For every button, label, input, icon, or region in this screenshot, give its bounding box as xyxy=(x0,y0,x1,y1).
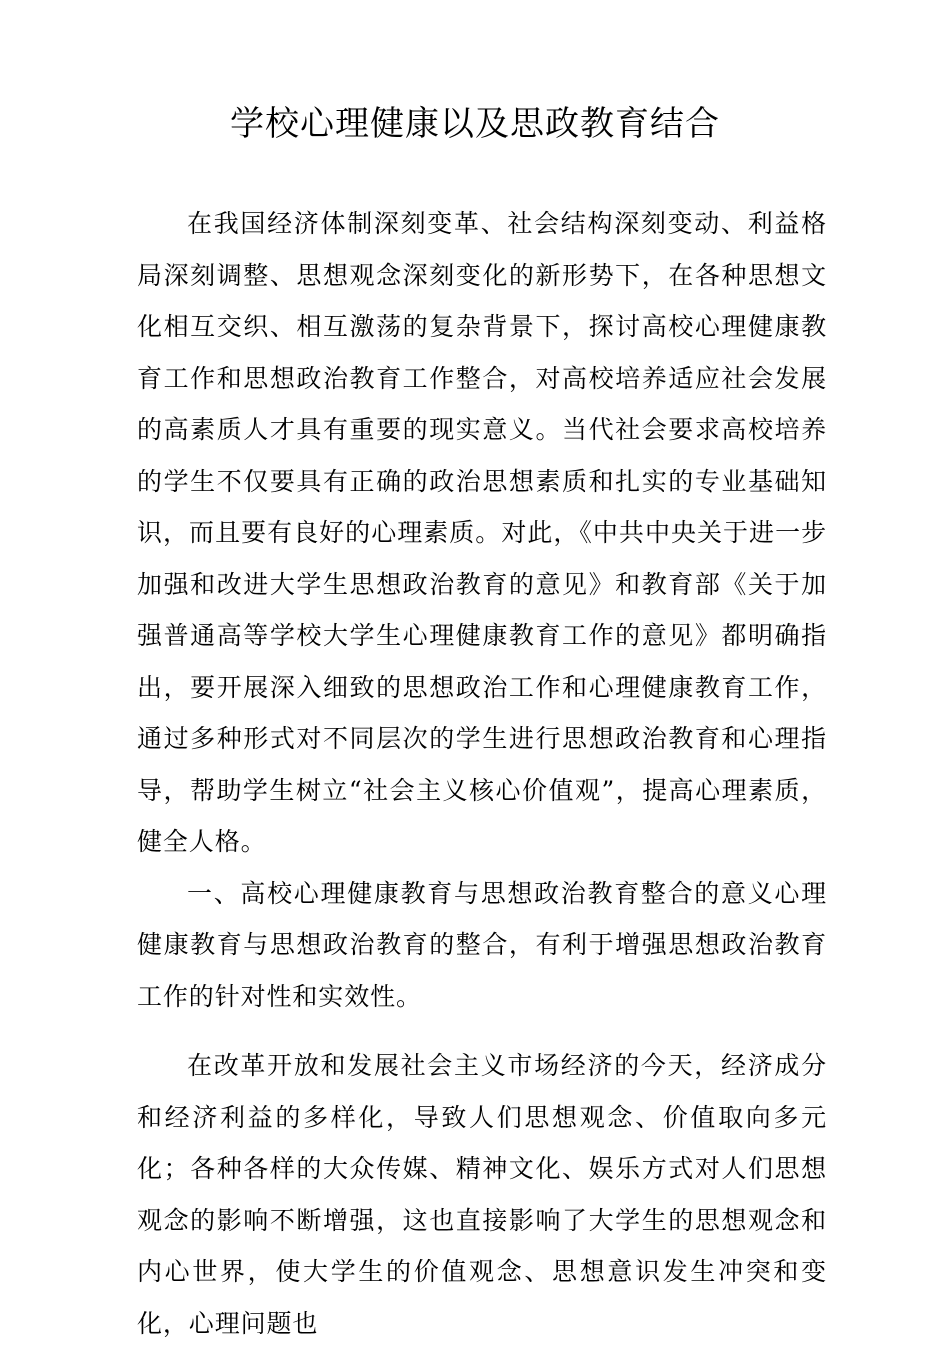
paragraph-reform: 在改革开放和发展社会主义市场经济的今天，经济成分和经济利益的多样化，导致人们思想观念、价值取向多元化；各种各样的大众传媒、精神文化、娱乐方式对人们思想观念的影响不断增强，这也直接影响了大学生的思想观念和内心世界，使大学生的价值观念、思想意识发生冲突和变化，心理问题也 xyxy=(137,1051,827,1338)
paragraph-section-one: 一、高校心理健康教育与思想政治教育整合的意义心理健康教育与思想政治教育的整合，有利于增强思想政治教育工作的针对性和实效性。 xyxy=(137,878,827,1011)
document-title: 学校心理健康以及思政教育结合 xyxy=(230,104,720,144)
paragraph-intro: 在我国经济体制深刻变革、社会结构深刻变动、利益格局深刻调整、思想观念深刻变化的新形势下，在各种思想文化相互交织、相互激荡的复杂背景下，探讨高校心理健康教育工作和思想政治教育工作整合，对高校培养适应社会发展的高素质人才具有重要的现实意义。当代社会要求高校培养的学生不仅要具有正确的政治思想素质和扎实的专业基础知识，而且要有良好的心理素质。对此，《中共中央关于进一步加强和改进大学生思想政治教育的意见》和教育部《关于加强普通高等学校大学生心理健康教育工作的意见》都明确指出，要开展深入细致的思想政治工作和心理健康教育工作，通过多种形式对不同层次的学生进行思想政治教育和心理指导，帮助学生树立“社会主义核心价值观”，提高心理素质，健全人格。 xyxy=(137,209,827,856)
document-body xyxy=(137,198,827,1349)
